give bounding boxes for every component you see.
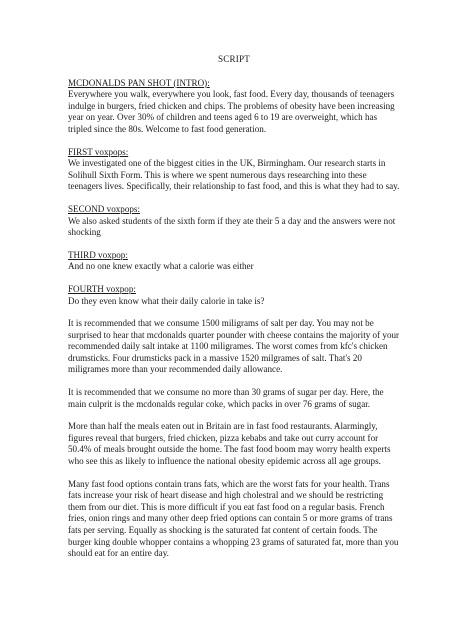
section-text: Everywhere you walk, everywhere you look, fast food. Every day, thousands of teenagers indulge in burgers, fried chicken and chips. The problems of obesity have been increasing year on year. Over 30% of children and teens aged 6 to 19 are overweight, which has tripled since the 80s. Welcome to fast food generation.	[68, 89, 395, 134]
paragraph-salt: It is recommended that we consume 1500 miligrams of salt per day. You may not be surprised to hear that mcdonalds quarter pounder with cheese contains the majority of your recommended daily salt intake at 1100 miligrames. The worst comes from kfc's chicken drumsticks. Four drumsticks pack in a massive 1520 milgrames of salt. That's 20 miligrames more than your recommended daily allowance.	[68, 318, 400, 375]
paragraph-trans-fats: Many fast food options contain trans fats, which are the worst fats for your health. Trans fats increase your risk of heart disease and high cholestral and we should be restricting them from our diet. This is more difficult if you eat fast food on a regular basis. French fries, onion rings and many other deep fried options can contain 5 or more grams of trans fats per serving. Equally as shocking is the saturated fat content of certain foods. The burger king double whopper contains a whopping 23 grams of saturated fat, more than you should eat for an entire day.	[68, 478, 399, 559]
section-heading: MCDONALDS PAN SHOT (INTRO):	[68, 77, 210, 88]
section-text: And no one knew exactly what a calorie was either	[68, 261, 254, 272]
section-text: We also asked students of the sixth form if they ate their 5 a day and the answers were not shocking	[68, 215, 396, 238]
section-second-voxpops	[68, 204, 400, 239]
section-intro	[68, 78, 400, 136]
document-page	[68, 54, 400, 571]
section-fourth-voxpop	[68, 284, 400, 307]
paragraph-sugar: It is recommended that we consume no more than 30 grams of sugar per day. Here, the main culprit is the mcdonalds regular coke, which packs in over 76 grams of sugar.	[68, 387, 384, 409]
document-title: SCRIPT	[217, 54, 251, 64]
section-third-voxpop	[68, 250, 400, 273]
section-heading: FOURTH voxpop:	[68, 283, 136, 294]
section-first-voxpops	[68, 147, 400, 193]
section-heading: THIRD voxpop:	[68, 249, 128, 260]
section-heading: SECOND voxpops:	[68, 203, 140, 214]
section-text: We investigated one of the biggest cities in the UK, Birmingham. Our research starts in Solihull Sixth Form. This is where we spent numerous days researching into these teenagers lives. Specifically, their relationship to fast food, and this is what they had to say.	[68, 158, 400, 192]
paragraph-meals-out: More than half the meals eaten out in Britain are in fast food restaurants. Alarmingly, figures reveal that burgers, fried chicken, pizza kebabs and take out curry account for 50.4% of meals brought outside the home. The fast food boom may worry health experts who see this as likely to influence the national obesity epidemic across all age groups.	[68, 421, 391, 467]
section-heading: FIRST voxpops:	[68, 146, 129, 157]
section-text: Do they even know what their daily calorie in take is?	[68, 295, 265, 306]
